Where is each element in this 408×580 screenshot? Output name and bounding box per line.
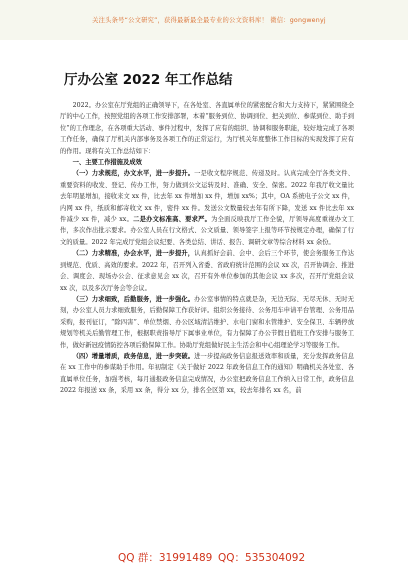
item-lead: 二是办文标准高、要求严。 (133, 216, 212, 224)
item-paragraph (60, 351, 354, 397)
promo-banner (0, 0, 408, 40)
document-body (60, 100, 354, 397)
qq-number: QQ：535304092 (218, 552, 306, 564)
page-title: 厅办公室 2022 年工作总结 (64, 72, 233, 88)
intro-paragraph: 2022。办公室在厅党组的正确领导下，在各处室、各直属单位的紧密配合和大力支持下，紧紧围绕全厅的中心工作，按照党组的各项工作安排部署，本着“服务到位、协调到位、把关到位、参谋到位、助手到位”的工作理念，在各项重大活动、事件过程中，发挥了应有的组织、协调和服务职能，较好地完成了各项工作任务，确保了厅机关内部事务及各项工作的正常运行，为厅机关年度整体工作目标的实现发挥了应有的作用。现将有关工作总结如下： (60, 102, 354, 155)
item-text: 为全面反映我厅工作全貌，厅领导高度重视办文工作，多次作出批示要求。办公室人员在行文格式、公文质量、领导签字上报等环节按规定办理，确保了行文的质量。2022 年完成厅党组会议纪要、各类总结、讲话、报告、调研文章等综合材料 xx 余份。 (60, 216, 355, 246)
item-lead: （四）增量增质，政务信息，进一步突破。 (72, 352, 195, 360)
item-paragraph (60, 248, 354, 294)
qq-group-number: QQ 群：31991489 (118, 552, 213, 564)
promo-banner-text: 关注头条号“公文研究”，获得最新最全最专业的公文资料库！ 微信：gongwenyj (92, 17, 326, 24)
section-heading: 一、主要工作措施及成效 (72, 159, 142, 167)
contact-footer (0, 545, 408, 569)
item-lead: （一）力求规范，办文水平，进一步提升。 (72, 170, 195, 178)
item-text: 办公室事情的特点就是杂，无边无际、无尽无休、无时无刻，办公室人员力求细致服务，后勤保障工作获好评。组织公务接待、公务用车申请平台管理、公务用品采购，报刊征订，“除四害”、单位禁烟、办公区域清洁维护、水电门窗和水管维护、安全保卫、车辆停放规划等机关后勤管理工作，根据职责指导厅下属事业单位，有力保障了办公节假日值班工作安排与服务工作，做好新冠疫情防控各项后勤保障工作。协助厅党组做好民主生活会和中心组理论学习等服务工作。 (60, 295, 355, 349)
item-text: 一是收文程序规范、传递及时。认真完成全厅各类文件、重要资料的收发、登记、传办工作，努力做到公文运转及时、准确、安全、保密。2022 年我厅收文量比去年明显增加，接收来文 xx 件，比去年 xx 件增加 xx 件，增加 xx%；其中，OA 系统电子公文 xx 件，内网 xx 件，纸质和邮寄收文 xx 件，密件 xx 件。发送公文数量较去年有所下降，发送 xx 件比去年 xx 件减少 xx 件，减少 xx。 (60, 170, 355, 224)
item-text: 进一步提高政务信息报送效率和质量，充分发挥政务信息在 xx 工作中的参谋助手作用。年初制定《关于做好 2022 年政务信息工作的通知》明确机关各处室、各直属单位任务，加强考核，每月通报政务信息完成情况，办公室把政务信息工作纳入日常工作，政务信息 2022 年报送 xx 条，采用 xx 条，得分 xx 分，排名全区第 xx，较去年排名 xx 名，前 (60, 352, 355, 395)
item-lead: （三）力求细致，后勤服务，进一步强化。 (72, 295, 195, 303)
item-paragraph (60, 168, 354, 248)
item-text: 认真抓好会前、会中、会后三个环节，使会务服务工作达到规范、优质、高效的要求。2022 年，召开列入省委、省政府统计范围的会议 xx 次，召开协调会、推进会、调度会、现场办公会、征求意见会 xx 次，召开有外单位参加的其他会议 xx 多次，召开厅党组会议 xx 次，以及多次厅务会等会议。 (60, 250, 355, 292)
item-lead: （二）力求精准，办会水平，进一步提升， (72, 250, 195, 258)
item-paragraph (60, 294, 354, 351)
